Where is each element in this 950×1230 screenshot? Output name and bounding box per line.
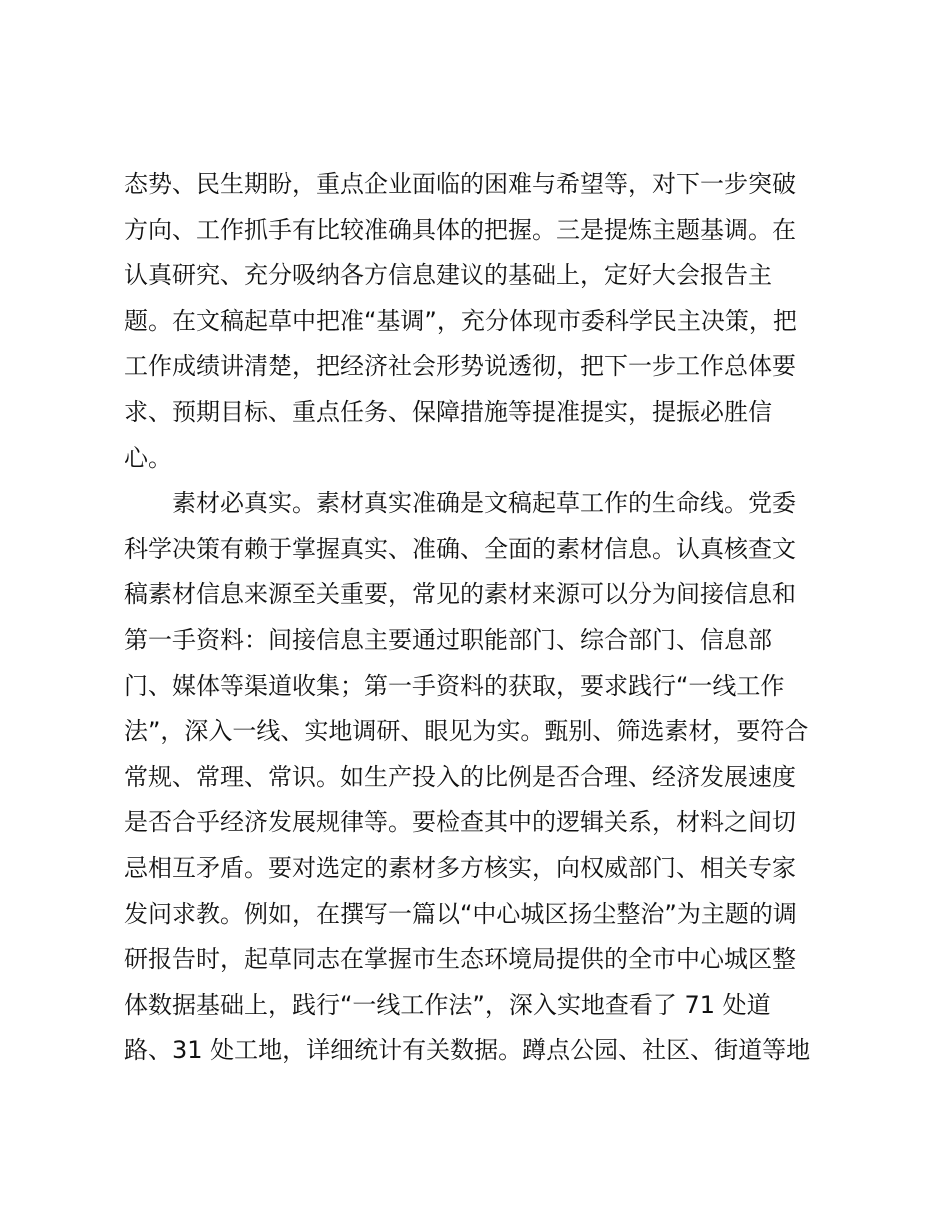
text-line: 是否合乎经济发展规律等。要检查其中的逻辑关系，材料之间切 — [124, 808, 796, 837]
text-line: 科学决策有赖于掌握真实、准确、全面的素材信息。认真核查文 — [124, 534, 796, 563]
text-line: 求、预期目标、重点任务、保障措施等提准提实，提振必胜信 — [124, 397, 772, 426]
text-line: 稿素材信息来源至关重要，常见的素材来源可以分为间接信息和 — [124, 580, 796, 609]
body-text — [124, 162, 844, 1165]
text-line: 门、媒体等渠道收集；第一手资料的获取，要求践行“一线工作 — [124, 671, 785, 700]
text-line: 路、31 处工地，详细统计有关数据。蹲点公园、社区、街道等地 — [124, 1036, 811, 1065]
text-line: 忌相互矛盾。要对选定的素材多方核实，向权威部门、相关专家 — [124, 853, 796, 882]
text-line-first: 素材必真实。素材真实准确是文稿起草工作的生命线。党委 — [172, 489, 796, 518]
paragraph-material-authenticity — [124, 481, 844, 1165]
paragraph-continuation — [124, 162, 844, 481]
text-line: 第一手资料：间接信息主要通过职能部门、综合部门、信息部 — [124, 625, 772, 654]
text-line: 认真研究、充分吸纳各方信息建议的基础上，定好大会报告主 — [124, 261, 772, 290]
text-line — [124, 1074, 844, 1120]
text-line: 发问求教。例如，在撰写一篇以“中心城区扬尘整治”为主题的调 — [124, 899, 797, 928]
text-line: 态势、民生期盼，重点企业面临的困难与希望等，对下一步突破 — [124, 170, 796, 198]
text-line: 题。在文稿起草中把准“基调”，充分体现市委科学民主决策，把 — [124, 306, 797, 335]
text-line: 研报告时，起草同志在掌握市生态环境局提供的全市中心城区整 — [124, 945, 796, 974]
text-line: 法”，深入一线、实地调研、眼见为实。甄别、筛选素材，要符合 — [124, 717, 809, 746]
text-line: 方向、工作抓手有比较准确具体的把握。三是提炼主题基调。在 — [124, 215, 796, 244]
text-line — [124, 1119, 844, 1165]
text-line: 心。 — [124, 443, 172, 472]
text-line: 体数据基础上，践行“一线工作法”，深入实地查看了 71 处道 — [124, 990, 771, 1019]
text-line: 常规、常理、常识。如生产投入的比例是否合理、经济发展速度 — [124, 762, 796, 791]
text-line: 工作成绩讲清楚，把经济社会形势说透彻，把下一步工作总体要 — [124, 352, 796, 381]
